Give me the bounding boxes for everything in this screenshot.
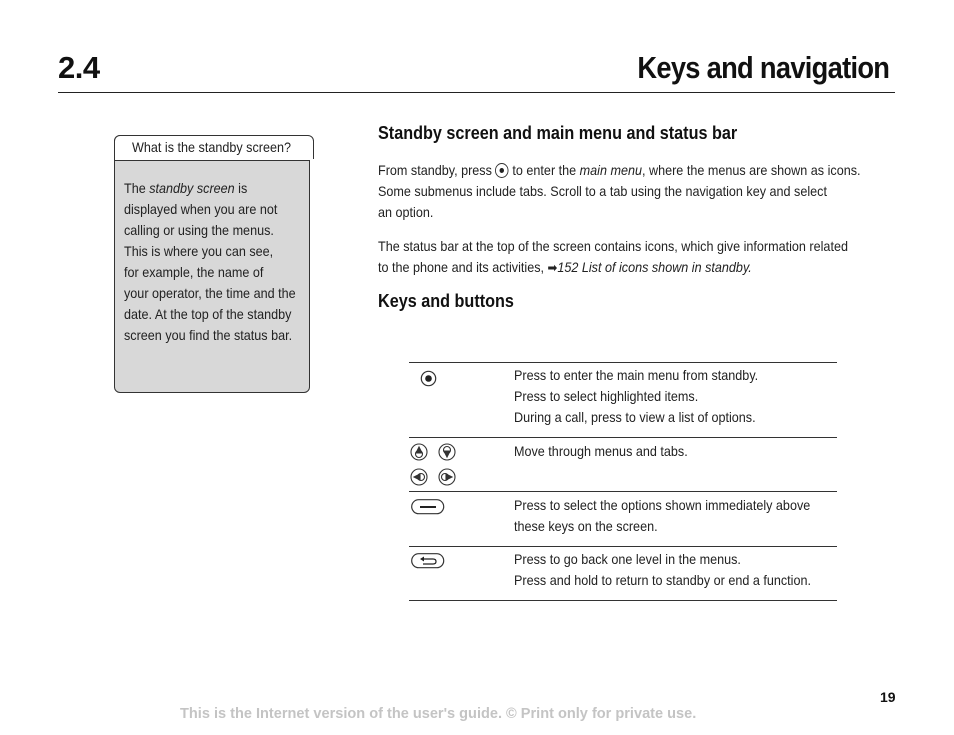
table-rule [409, 437, 837, 438]
table-rule [409, 600, 837, 601]
table-rule [409, 362, 837, 363]
sidebar-body [124, 178, 304, 346]
sidebar-line: calling or using the menus. [124, 222, 274, 238]
table-row-navigation: Move through menus and tabs. [514, 443, 688, 459]
sidebar-line: for example, the name of [124, 264, 264, 280]
select-key-icon [420, 370, 437, 387]
select-key-icon [495, 163, 509, 178]
table-rule [409, 546, 837, 547]
section-heading-standby: Standby screen and main menu and status bar [378, 123, 738, 143]
back-key-icon [411, 553, 445, 569]
sidebar-line: screen you find the status bar. [124, 327, 293, 343]
sidebar-line: The standby screen is [124, 180, 248, 196]
sidebar-line: your operator, the time and the [124, 285, 296, 301]
cross-reference-link[interactable]: 152 List of icons shown in standby [557, 259, 749, 275]
table-rule [409, 491, 837, 492]
page-title: Keys and navigation [637, 50, 889, 85]
table-row-selection: Press to select the options shown immediately above these keys on the screen. [514, 497, 811, 534]
sidebar-tab-label: What is the standby screen? [132, 139, 291, 155]
header-divider [58, 92, 895, 93]
navigation-keys-icon [410, 443, 460, 487]
section-number: 2.4 [58, 50, 100, 85]
sidebar-line: date. At the top of the standby [124, 306, 292, 322]
status-bar-paragraph: The status bar at the top of the screen contains icons, which give information related to the phone and its activities, ➡152 List of icons shown in standby. [378, 236, 848, 278]
table-row-select: Press to enter the main menu from standby. Press to select highlighted items. During a call, press to view a list of options. [514, 367, 759, 425]
sidebar-line: This is where you can see, [124, 243, 274, 259]
footer-notice: This is the Internet version of the user's guide. © Print only for private use. [180, 705, 697, 722]
arrow-right-icon: ➡ [547, 260, 558, 275]
sidebar-line: displayed when you are not [124, 201, 278, 217]
standby-paragraph: From standby, press to enter the main menu, where the menus are shown as icons. Some submenus include tabs. Scroll to a tab using the navigation key and select an option. [378, 162, 861, 220]
table-row-back: Press to go back one level in the menus. Press and hold to return to standby or end a function. [514, 551, 811, 588]
section-heading-keys: Keys and buttons [378, 291, 514, 311]
selection-key-icon [411, 499, 445, 515]
page-number: 19 [880, 689, 896, 705]
